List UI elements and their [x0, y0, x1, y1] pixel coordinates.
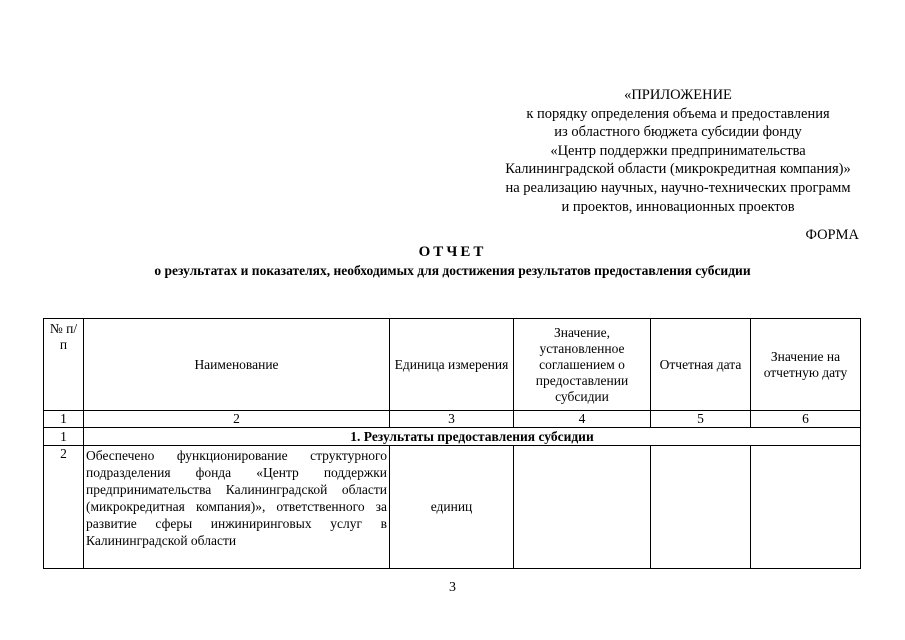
row-agreed-value — [514, 446, 651, 569]
section-title: 1. Результаты предоставления субсидии — [84, 428, 861, 446]
column-index: 3 — [390, 411, 514, 428]
column-index: 1 — [44, 411, 84, 428]
appendix-line: Калининградской области (микрокредитная компания)» — [505, 161, 851, 178]
appendix-line: на реализацию научных, научно-технических программ — [505, 179, 851, 196]
column-index-row — [44, 411, 861, 428]
header-agreed-value: Значение, установленное соглашением о предоставлении субсидии — [514, 319, 651, 411]
column-index: 2 — [84, 411, 390, 428]
table-row — [44, 446, 861, 569]
document-subtitle: о результатах и показателях, необходимых для достижения результатов предоставления субсидии — [154, 263, 751, 278]
appendix-line: из областного бюджета субсидии фонду — [554, 124, 802, 141]
section-num: 1 — [44, 428, 84, 446]
column-index: 6 — [751, 411, 861, 428]
header-name: Наименование — [84, 319, 390, 411]
column-index: 5 — [651, 411, 751, 428]
table-header-row — [44, 319, 861, 411]
row-value-on-date — [751, 446, 861, 569]
header-value-on-date: Значение на отчетную дату — [751, 319, 861, 411]
appendix-line: «ПРИЛОЖЕНИЕ — [624, 87, 732, 103]
row-num: 2 — [44, 446, 84, 569]
header-report-date: Отчетная дата — [651, 319, 751, 411]
row-name: Обеспечено функционирование структурного подразделения фонда «Центр поддержки предпринимательства Калининградской области (микрокредитная компания)», ответственного за развитие сферы инжиниринговых услуг в Калининградской области — [84, 446, 390, 569]
row-unit: единиц — [390, 446, 514, 569]
section-row — [44, 428, 861, 446]
header-num: № п/п — [44, 319, 84, 411]
appendix-line: «Центр поддержки предпринимательства — [550, 142, 806, 159]
report-table — [43, 318, 861, 569]
appendix-header — [470, 86, 886, 216]
column-index: 4 — [514, 411, 651, 428]
document-title: ОТЧЕТ — [418, 244, 487, 260]
form-label: ФОРМА — [805, 227, 859, 243]
header-unit: Единица измерения — [390, 319, 514, 411]
appendix-line: и проектов, инновационных проектов — [561, 198, 795, 215]
row-report-date — [651, 446, 751, 569]
appendix-line: к порядку определения объема и предоставления — [526, 105, 830, 122]
page-number: 3 — [449, 580, 456, 595]
